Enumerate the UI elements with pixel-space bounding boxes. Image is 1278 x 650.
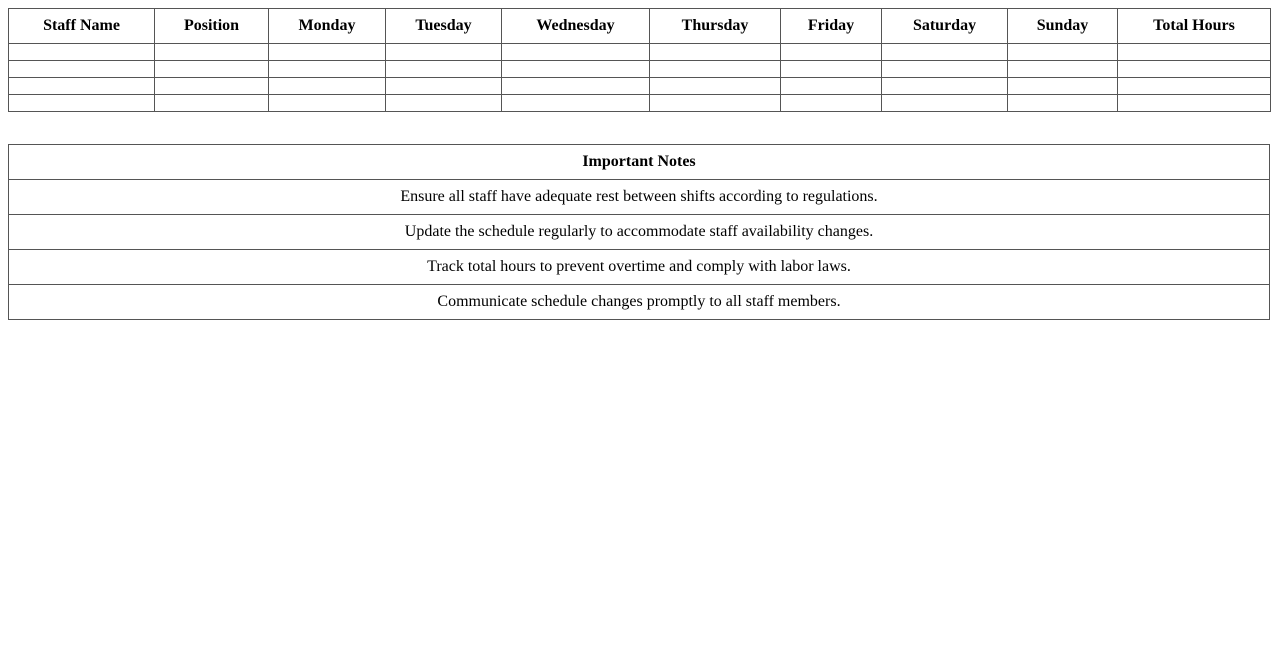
note-item: Track total hours to prevent overtime and comply with labor laws.	[9, 250, 1270, 285]
column-header-monday: Monday	[269, 9, 386, 44]
note-item: Update the schedule regularly to accommodate staff availability changes.	[9, 215, 1270, 250]
column-header-position: Position	[155, 9, 269, 44]
cell-friday	[781, 61, 882, 78]
cell-wednesday	[502, 78, 650, 95]
cell-friday	[781, 44, 882, 61]
column-header-friday: Friday	[781, 9, 882, 44]
cell-tuesday	[386, 61, 502, 78]
cell-sunday	[1008, 95, 1118, 112]
cell-tuesday	[386, 95, 502, 112]
staff-schedule-table	[8, 8, 1271, 112]
cell-friday	[781, 78, 882, 95]
cell-thursday	[650, 78, 781, 95]
cell-wednesday	[502, 44, 650, 61]
column-header-saturday: Saturday	[882, 9, 1008, 44]
note-item: Communicate schedule changes promptly to all staff members.	[9, 285, 1270, 320]
cell-friday	[781, 95, 882, 112]
column-header-tuesday: Tuesday	[386, 9, 502, 44]
cell-staff-name	[9, 61, 155, 78]
cell-position	[155, 61, 269, 78]
cell-total-hours	[1118, 61, 1271, 78]
cell-saturday	[882, 44, 1008, 61]
cell-tuesday	[386, 44, 502, 61]
cell-saturday	[882, 78, 1008, 95]
cell-sunday	[1008, 78, 1118, 95]
notes-title: Important Notes	[9, 145, 1270, 180]
cell-thursday	[650, 44, 781, 61]
table-row	[9, 44, 1271, 61]
cell-staff-name	[9, 78, 155, 95]
table-row	[9, 61, 1271, 78]
cell-staff-name	[9, 44, 155, 61]
column-header-wednesday: Wednesday	[502, 9, 650, 44]
important-notes-table	[8, 144, 1270, 320]
cell-saturday	[882, 61, 1008, 78]
cell-position	[155, 95, 269, 112]
schedule-header-row	[9, 9, 1271, 44]
note-row	[9, 250, 1270, 285]
cell-monday	[269, 61, 386, 78]
note-row	[9, 215, 1270, 250]
cell-monday	[269, 44, 386, 61]
note-row	[9, 180, 1270, 215]
cell-tuesday	[386, 78, 502, 95]
table-row	[9, 78, 1271, 95]
column-header-thursday: Thursday	[650, 9, 781, 44]
cell-thursday	[650, 61, 781, 78]
column-header-sunday: Sunday	[1008, 9, 1118, 44]
cell-total-hours	[1118, 44, 1271, 61]
column-header-staff-name: Staff Name	[9, 9, 155, 44]
cell-monday	[269, 78, 386, 95]
cell-staff-name	[9, 95, 155, 112]
cell-monday	[269, 95, 386, 112]
cell-saturday	[882, 95, 1008, 112]
notes-header-row	[9, 145, 1270, 180]
cell-total-hours	[1118, 78, 1271, 95]
cell-wednesday	[502, 61, 650, 78]
column-header-total-hours: Total Hours	[1118, 9, 1271, 44]
note-row	[9, 285, 1270, 320]
cell-sunday	[1008, 44, 1118, 61]
cell-wednesday	[502, 95, 650, 112]
cell-total-hours	[1118, 95, 1271, 112]
note-item: Ensure all staff have adequate rest between shifts according to regulations.	[9, 180, 1270, 215]
cell-position	[155, 44, 269, 61]
table-row	[9, 95, 1271, 112]
cell-sunday	[1008, 61, 1118, 78]
cell-thursday	[650, 95, 781, 112]
cell-position	[155, 78, 269, 95]
